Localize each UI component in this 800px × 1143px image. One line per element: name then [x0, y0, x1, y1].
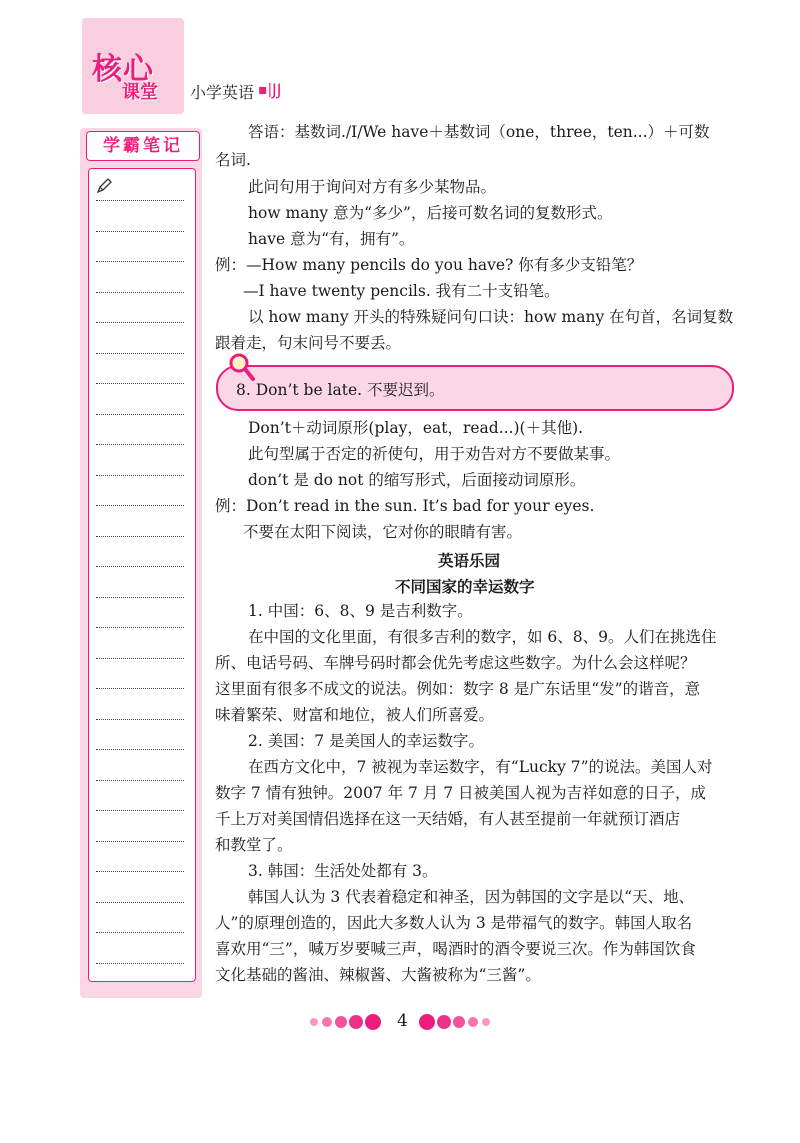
- footer-dot: [482, 1018, 490, 1026]
- text-line: 和教堂了。: [215, 836, 293, 854]
- text-line: 跟着走，句末问号不要丢。: [215, 334, 402, 352]
- note-line: [96, 414, 184, 415]
- text-line: 例：Don’t read in the sun. It’s bad for your eyes.: [215, 497, 595, 515]
- text-line: Don’t＋动词原形(play，eat，read...)(＋其他).: [248, 419, 584, 437]
- note-line: [96, 475, 184, 476]
- note-line: [96, 627, 184, 628]
- note-line: [96, 536, 184, 537]
- note-line: [96, 261, 184, 262]
- text-line: 此问句用于询问对方有多少某物品。: [248, 178, 497, 196]
- logo-main-text: 核心: [92, 52, 154, 87]
- note-line: [96, 322, 184, 323]
- text-line: 答语：基数词./I/We have＋基数词（one，three，ten...）＋可数: [248, 123, 710, 141]
- note-line: [96, 566, 184, 567]
- note-line: [96, 383, 184, 384]
- note-line: [96, 200, 184, 201]
- text-line: 韩国人认为 3 代表着稳定和神圣，因为韩国的文字是以“天、地、: [248, 888, 695, 906]
- note-line: [96, 841, 184, 842]
- callout-text: 8. Don’t be late. 不要迟到。: [236, 381, 445, 399]
- note-line: [96, 780, 184, 781]
- text-line: 人”的原理创造的，因此大多数人认为 3 是带福气的数字。韩国人取名: [215, 914, 693, 932]
- text-line: how many 意为“多少”，后接可数名词的复数形式。: [248, 204, 613, 222]
- note-line: [96, 902, 184, 903]
- footer-dot: [468, 1017, 478, 1027]
- text-line: have 意为“有，拥有”。: [248, 230, 415, 248]
- text-line: 此句型属于否定的祈使句，用于劝告对方不要做某事。: [248, 445, 621, 463]
- text-line: 这里面有很多不成文的说法。例如：数字 8 是广东话里“发”的谐音，意: [215, 680, 701, 698]
- note-line: [96, 871, 184, 872]
- footer-dot: [365, 1014, 381, 1030]
- note-line: [96, 505, 184, 506]
- text-line: don’t 是 do not 的缩写形式，后面接动词原形。: [248, 471, 586, 489]
- footer-dot: [437, 1015, 451, 1029]
- text-line: 1. 中国：6、8、9 是吉利数字。: [248, 602, 473, 620]
- header-separator: ▪|: [258, 82, 273, 98]
- note-line: [96, 688, 184, 689]
- footer-dot: [310, 1018, 318, 1026]
- logo-sub-text: 课堂: [122, 82, 158, 103]
- text-line: 例：—How many pencils do you have? 你有多少支铅笔？: [215, 256, 643, 274]
- note-line: [96, 292, 184, 293]
- text-line: 数字 7 情有独钟。2007 年 7 月 7 日被美国人视为吉祥如意的日子，成: [215, 784, 707, 802]
- header-edition: JJ: [272, 80, 282, 99]
- text-line: 所、电话号码、车牌号码时都会优先考虑这些数字。为什么会这样呢？: [215, 654, 696, 672]
- text-line: —I have twenty pencils. 我有二十支铅笔。: [243, 282, 560, 300]
- note-line: [96, 231, 184, 232]
- footer-dot: [335, 1016, 347, 1028]
- note-line: [96, 658, 184, 659]
- note-line: [96, 963, 184, 964]
- text-line: 在西方文化中，7 被视为幸运数字，有“Lucky 7”的说法。美国人对: [248, 758, 713, 776]
- page-number: 4: [397, 1011, 408, 1031]
- text-line: 3. 韩国：生活处处都有 3。: [248, 862, 438, 880]
- footer-dot: [453, 1016, 465, 1028]
- header-subject: 小学英语: [190, 83, 255, 102]
- note-line: [96, 444, 184, 445]
- text-line: 千上万对美国情侣选择在这一天结婚，有人甚至提前一年就预订酒店: [215, 810, 681, 828]
- note-line: [96, 597, 184, 598]
- note-line: [96, 353, 184, 354]
- section-subtitle: 不同国家的幸运数字: [395, 578, 535, 596]
- text-line: 不要在太阳下阅读，它对你的眼睛有害。: [243, 523, 523, 541]
- text-line: 以 how many 开头的特殊疑问句口诀：how many 在句首，名词复数: [248, 308, 734, 326]
- text-line: 文化基础的酱油、辣椒酱、大酱被称为“三酱”。: [215, 966, 541, 984]
- note-line: [96, 719, 184, 720]
- footer-dot: [349, 1015, 363, 1029]
- notes-area: [88, 168, 196, 982]
- text-line: 味着繁荣、财富和地位，被人们所喜爱。: [215, 706, 495, 724]
- pencil-icon: [96, 178, 112, 194]
- text-line: 名词.: [215, 151, 251, 169]
- footer-dot: [322, 1017, 332, 1027]
- footer-dot: [419, 1014, 435, 1030]
- text-line: 在中国的文化里面，有很多吉利的数字，如 6、8、9。人们在挑选住: [248, 628, 717, 646]
- note-line: [96, 810, 184, 811]
- note-line: [96, 749, 184, 750]
- note-line: [96, 932, 184, 933]
- text-line: 喜欢用“三”，喊万岁要喊三声，喝酒时的酒令要说三次。作为韩国饮食: [215, 940, 696, 958]
- text-line: 2. 美国：7 是美国人的幸运数字。: [248, 732, 485, 750]
- sidebar-title: 学霸笔记: [86, 131, 200, 161]
- section-title: 英语乐园: [438, 552, 501, 570]
